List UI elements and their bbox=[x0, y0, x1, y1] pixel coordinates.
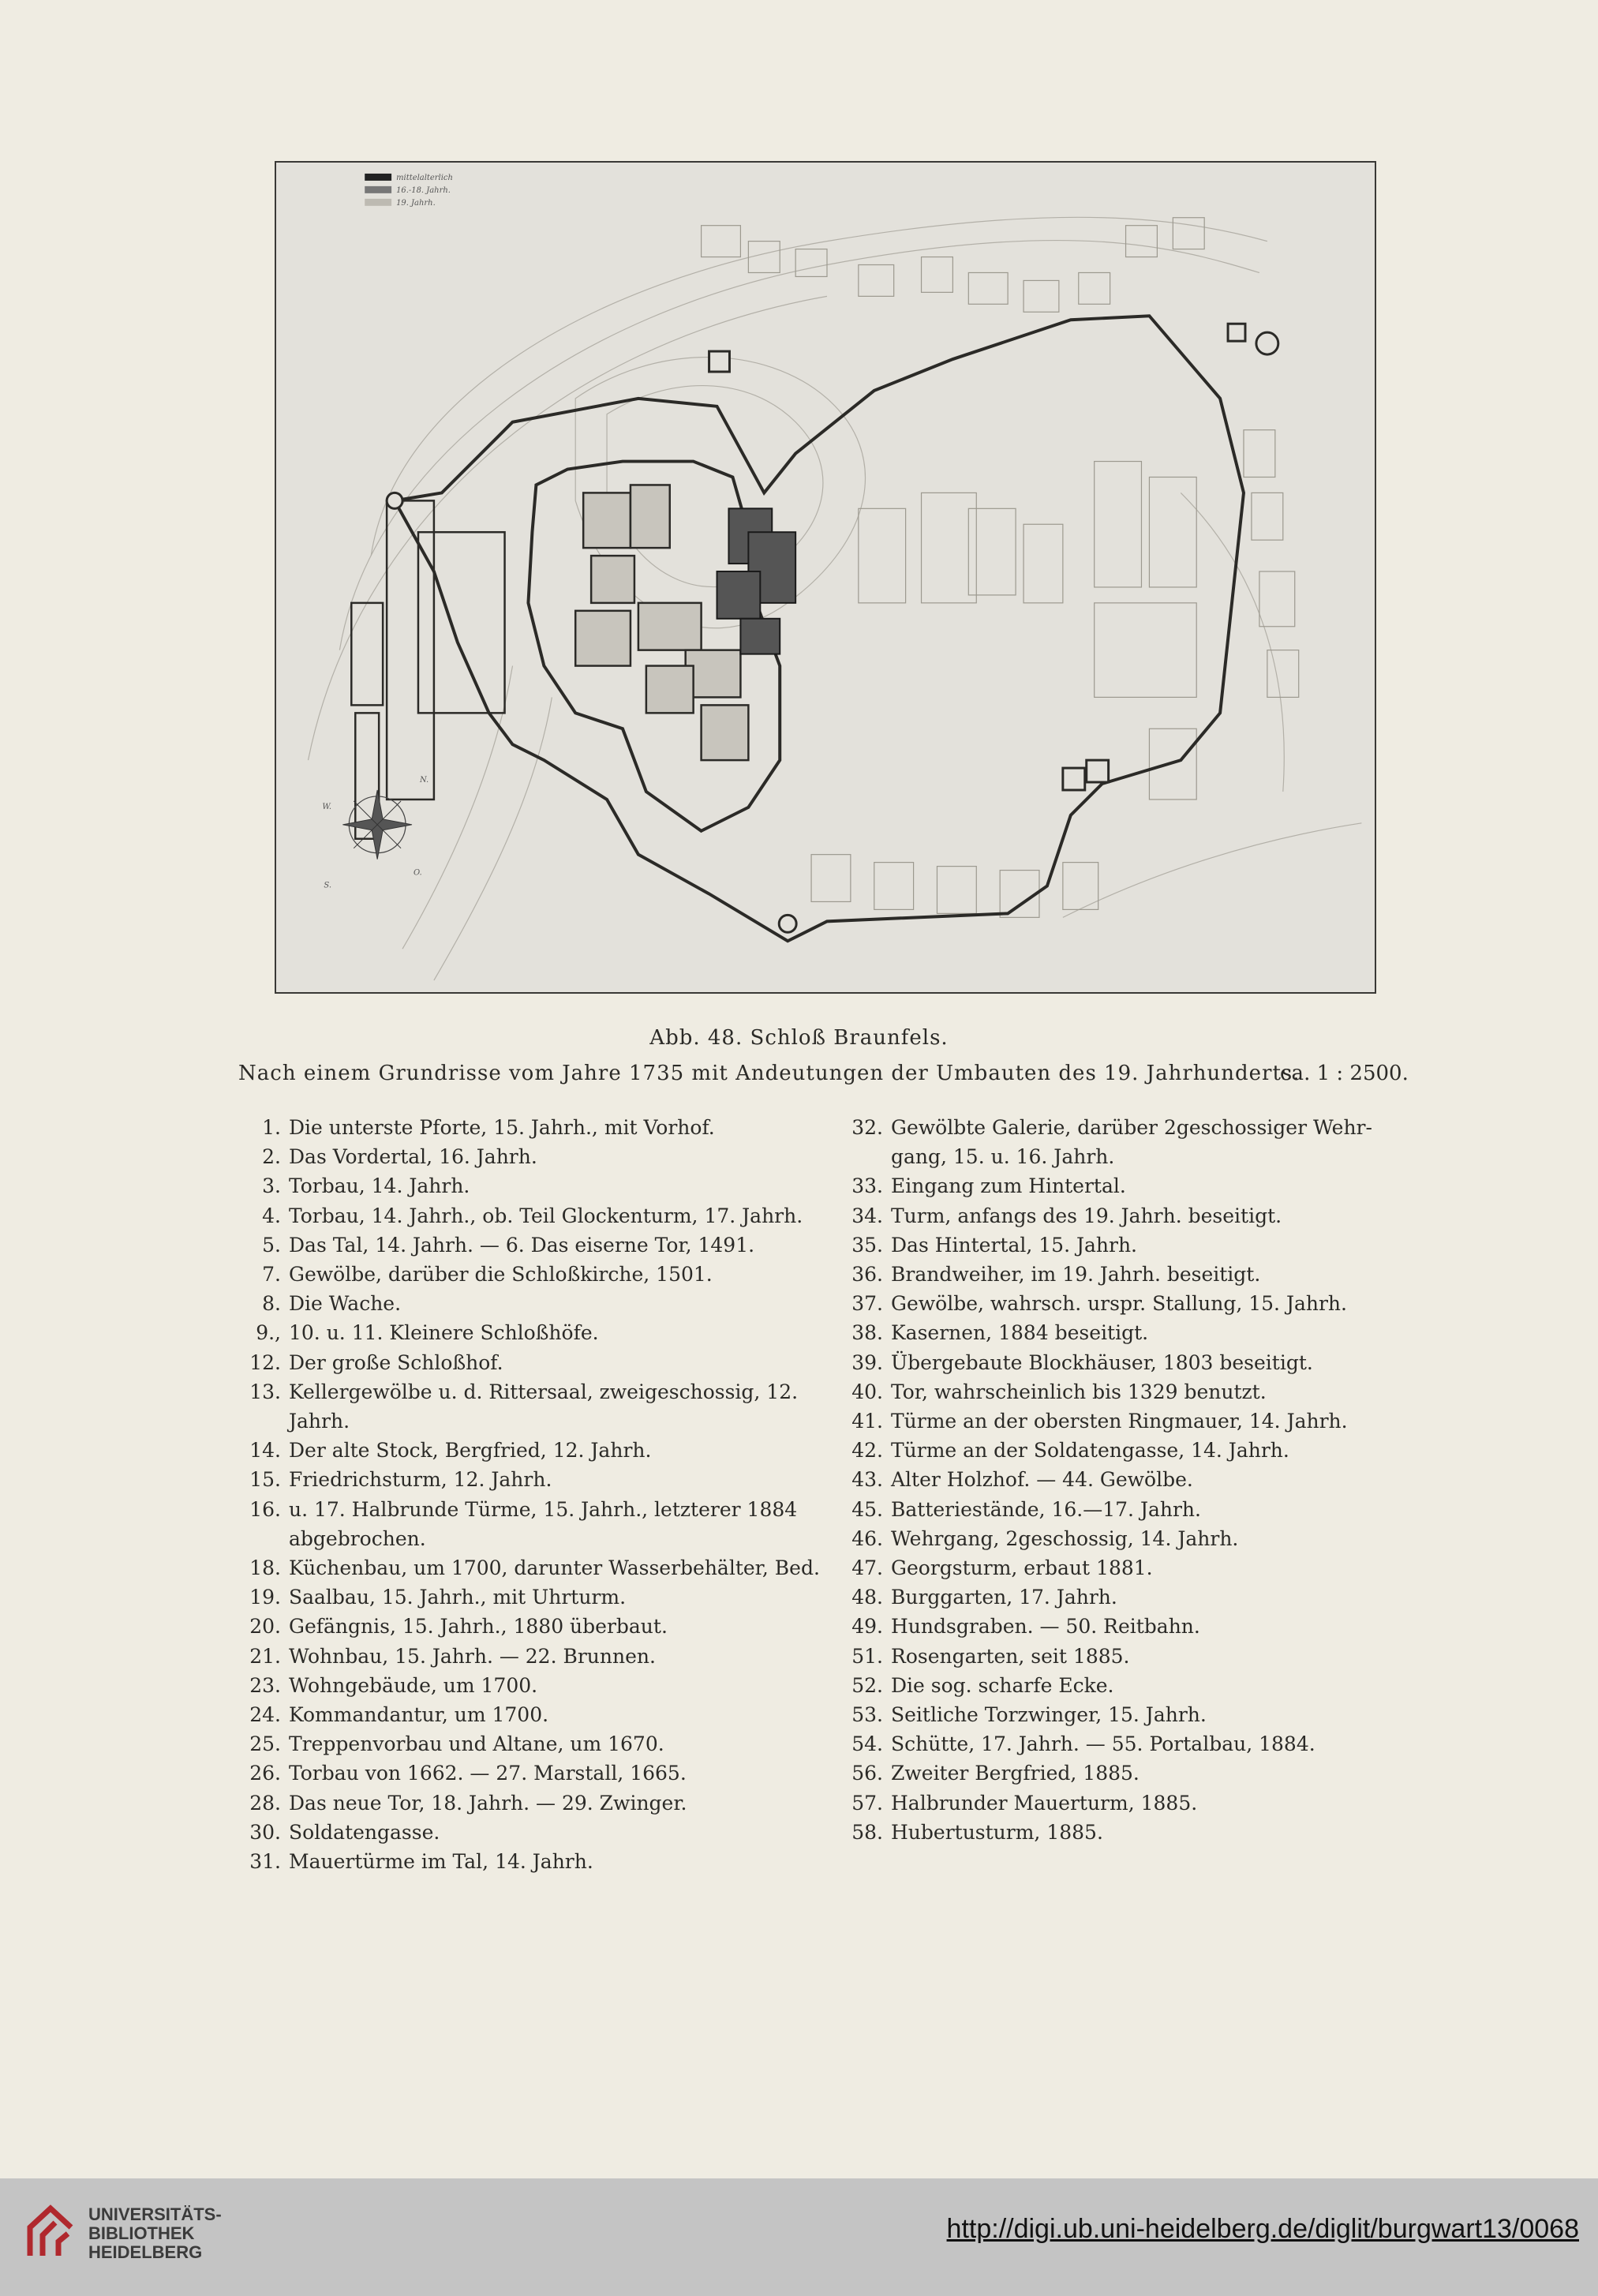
legend-entry-number bbox=[243, 1524, 289, 1553]
legend-entry bbox=[845, 1818, 1429, 1847]
legend-entry-text: Batteriestände, 16.—17. Jahrh. bbox=[891, 1497, 1201, 1521]
legend-right-column bbox=[845, 1113, 1429, 1847]
plan-drawing bbox=[276, 163, 1375, 992]
legend-entry bbox=[845, 1553, 1429, 1582]
figure-subtitle: Nach einem Grundrisse vom Jahre 1735 mit Andeutungen der Umbauten des 19. Jahrhunderts. bbox=[238, 1062, 1300, 1085]
legend-entry-text: Kellergewölbe u. d. Rittersaal, zweigeschossig, 12. Jahrh. bbox=[289, 1380, 799, 1433]
legend-entry-text: Rosengarten, seit 1885. bbox=[891, 1644, 1130, 1668]
wordmark-line-3: HEIDELBERG bbox=[88, 2242, 203, 2262]
legend-entry-text: Wehrgang, 2geschossig, 14. Jahrh. bbox=[891, 1526, 1239, 1550]
legend-entry-number: 47. bbox=[851, 1556, 883, 1580]
legend-entry bbox=[845, 1759, 1429, 1788]
legend-entry-text: Torbau, 14. Jahrh. bbox=[289, 1174, 470, 1198]
legend-entry-text: Treppenvorbau und Altane, um 1670. bbox=[289, 1732, 664, 1756]
legend-entry-number: 58. bbox=[851, 1820, 883, 1844]
legend-entry bbox=[243, 1377, 843, 1436]
legend-entry bbox=[243, 1582, 843, 1612]
legend-entry-text: Die unterste Pforte, 15. Jahrh., mit Vorhof. bbox=[289, 1116, 715, 1139]
legend-entry-number: 13. bbox=[249, 1380, 281, 1403]
legend-entry-text: gang, 15. u. 16. Jahrh. bbox=[891, 1145, 1115, 1169]
legend-entry-text: Eingang zum Hintertal. bbox=[891, 1174, 1126, 1198]
legend-entry-text: 10. u. 11. Kleinere Schloßhöfe. bbox=[289, 1321, 599, 1345]
legend-entry-number: 41. bbox=[851, 1410, 883, 1433]
legend-entry bbox=[845, 1406, 1429, 1436]
legend-entry bbox=[243, 1759, 843, 1788]
legend-entry-number: 3. bbox=[262, 1174, 281, 1198]
legend-entry bbox=[845, 1700, 1429, 1729]
legend-entry-number: 12. bbox=[249, 1350, 281, 1374]
legend-entry-text: Wohnbau, 15. Jahrh. — 22. Brunnen. bbox=[289, 1644, 656, 1668]
legend-entry bbox=[243, 1495, 843, 1524]
legend-entry-number: 28. bbox=[249, 1791, 281, 1815]
legend-entry bbox=[243, 1612, 843, 1641]
legend-entry-text: Soldatengasse. bbox=[289, 1820, 440, 1844]
legend-entry-number: 40. bbox=[851, 1380, 883, 1403]
legend-entry-text: Saalbau, 15. Jahrh., mit Uhrturm. bbox=[289, 1586, 627, 1609]
legend-entry-number: 4. bbox=[262, 1204, 281, 1227]
legend-entry-text: Kasernen, 1884 beseitigt. bbox=[891, 1321, 1149, 1345]
legend-entry-number: 37. bbox=[851, 1292, 883, 1316]
legend-entry-number: 49. bbox=[851, 1615, 883, 1639]
legend-entry-number: 16. bbox=[249, 1497, 281, 1521]
legend-entry-text: Das Vordertal, 16. Jahrh. bbox=[289, 1145, 537, 1169]
legend-entry bbox=[845, 1113, 1429, 1142]
legend-entry-number: 42. bbox=[851, 1439, 883, 1463]
legend-entry-number: 46. bbox=[851, 1526, 883, 1550]
legend-entry-number: 21. bbox=[249, 1644, 281, 1668]
legend-entry-text: Die sog. scharfe Ecke. bbox=[891, 1673, 1114, 1697]
legend-entry bbox=[243, 1642, 843, 1671]
legend-entry bbox=[845, 1729, 1429, 1759]
legend-entry-number: 51. bbox=[851, 1644, 883, 1668]
legend-entry-number: 36. bbox=[851, 1263, 883, 1287]
legend-left-column bbox=[243, 1113, 843, 1876]
compass-n: N. bbox=[419, 776, 429, 785]
legend-entry-number: 57. bbox=[851, 1791, 883, 1815]
legend-entry-number: 45. bbox=[851, 1497, 883, 1521]
wordmark-line-2: BIBLIOTHEK bbox=[88, 2223, 195, 2243]
legend-entry-text: Gewölbe, darüber die Schloßkirche, 1501. bbox=[289, 1263, 713, 1287]
legend-entry bbox=[243, 1289, 843, 1318]
legend-entry-number: 25. bbox=[249, 1732, 281, 1756]
legend-entry bbox=[243, 1318, 843, 1347]
legend-entry-number: 32. bbox=[851, 1116, 883, 1139]
legend-entry-number: 33. bbox=[851, 1174, 883, 1198]
legend-entry-text: abgebrochen. bbox=[289, 1526, 426, 1550]
legend-entry-number: 31. bbox=[249, 1850, 281, 1874]
figure-title: Abb. 48. Schloß Braunfels. bbox=[649, 1026, 949, 1050]
legend-entry bbox=[845, 1788, 1429, 1818]
legend-entry-number: 9., bbox=[256, 1321, 281, 1345]
legend-entry-text: Der alte Stock, Bergfried, 12. Jahrh. bbox=[289, 1439, 652, 1463]
legend-entry-text: Torbau, 14. Jahrh., ob. Teil Glockenturm, 17. Jahrh. bbox=[289, 1204, 803, 1227]
legend-entry-text: u. 17. Halbrunde Türme, 15. Jahrh., letzterer 1884 bbox=[289, 1497, 798, 1521]
legend-entry bbox=[243, 1788, 843, 1818]
legend-entry-text: Wohngebäude, um 1700. bbox=[289, 1673, 538, 1697]
legend-entry-text: Schütte, 17. Jahrh. — 55. Portalbau, 1884. bbox=[891, 1732, 1315, 1756]
legend-entry-text: Türme an der obersten Ringmauer, 14. Jahrh. bbox=[891, 1410, 1348, 1433]
legend-entry-text: Hubertusturm, 1885. bbox=[891, 1820, 1103, 1844]
legend-entry-text: Das Tal, 14. Jahrh. — 6. Das eiserne Tor, 1491. bbox=[289, 1233, 755, 1257]
legend-entry bbox=[243, 1113, 843, 1142]
legend-entry bbox=[243, 1348, 843, 1377]
legend-entry bbox=[845, 1201, 1429, 1230]
legend-entry-text: Brandweiher, im 19. Jahrh. beseitigt. bbox=[891, 1263, 1261, 1287]
legend-entry-text: Tor, wahrscheinlich bis 1329 benutzt. bbox=[891, 1380, 1267, 1403]
legend-entry-text: Das neue Tor, 18. Jahrh. — 29. Zwinger. bbox=[289, 1791, 687, 1815]
legend-entry bbox=[845, 1289, 1429, 1318]
legend-entry-text: Türme an der Soldatengasse, 14. Jahrh. bbox=[891, 1439, 1289, 1463]
footer-bar bbox=[0, 2178, 1598, 2296]
legend-entry bbox=[845, 1348, 1429, 1377]
legend-entry bbox=[845, 1465, 1429, 1494]
legend-entry-text: Halbrunder Mauerturm, 1885. bbox=[891, 1791, 1198, 1815]
legend-entry-text: Hundsgraben. — 50. Reitbahn. bbox=[891, 1615, 1200, 1639]
legend-entry-number: 14. bbox=[249, 1439, 281, 1463]
legend-entry-number: 2. bbox=[262, 1145, 281, 1169]
source-url-link[interactable]: http://digi.ub.uni-heidelberg.de/diglit/burgwart13/0068 bbox=[946, 2214, 1579, 2244]
compass-w: W. bbox=[322, 802, 332, 811]
map-legend-1: mittelalterlich bbox=[396, 173, 453, 182]
legend-entry bbox=[243, 1818, 843, 1847]
legend-entry-number: 18. bbox=[249, 1556, 281, 1580]
legend-entry-text: Gefängnis, 15. Jahrh., 1880 überbaut. bbox=[289, 1615, 668, 1639]
legend-entry-number: 34. bbox=[851, 1204, 883, 1227]
legend-entry bbox=[243, 1142, 843, 1171]
legend-entry-text: Torbau von 1662. — 27. Marstall, 1665. bbox=[289, 1762, 687, 1785]
legend-entry-number bbox=[845, 1142, 891, 1171]
legend-entry bbox=[845, 1524, 1429, 1553]
legend-entry-number: 15. bbox=[249, 1468, 281, 1492]
legend-entry bbox=[845, 1671, 1429, 1700]
legend-entry-number: 26. bbox=[249, 1762, 281, 1785]
ub-heidelberg-wordmark bbox=[88, 2205, 222, 2262]
legend-entry bbox=[845, 1230, 1429, 1260]
legend-entry-number: 38. bbox=[851, 1321, 883, 1345]
legend-entry bbox=[845, 1377, 1429, 1406]
castle-floor-plan bbox=[275, 161, 1376, 994]
legend-entry-text: Das Hintertal, 15. Jahrh. bbox=[891, 1233, 1137, 1257]
ub-heidelberg-logo-icon bbox=[19, 2197, 82, 2260]
legend-entry-number: 20. bbox=[249, 1615, 281, 1639]
legend-entry bbox=[243, 1171, 843, 1200]
wordmark-line-1: UNIVERSITÄTS- bbox=[88, 2204, 222, 2224]
legend-entry bbox=[845, 1495, 1429, 1524]
legend-entry-number: 5. bbox=[262, 1233, 281, 1257]
legend-entry-text: Küchenbau, um 1700, darunter Wasserbehälter, Bed. bbox=[289, 1556, 820, 1580]
legend-entry-number: 39. bbox=[851, 1350, 883, 1374]
legend-entry-number: 23. bbox=[249, 1673, 281, 1697]
legend-entry-text: Kommandantur, um 1700. bbox=[289, 1703, 549, 1727]
legend-entry-number: 54. bbox=[851, 1732, 883, 1756]
legend-entry bbox=[243, 1700, 843, 1729]
legend-entry bbox=[243, 1201, 843, 1230]
legend-entry bbox=[243, 1671, 843, 1700]
legend-entry-number: 24. bbox=[249, 1703, 281, 1727]
legend-entry-number: 48. bbox=[851, 1586, 883, 1609]
legend-entry bbox=[243, 1553, 843, 1582]
logo-mark bbox=[30, 2208, 71, 2256]
legend-entry-number: 1. bbox=[262, 1116, 281, 1139]
legend-entry-number: 30. bbox=[249, 1820, 281, 1844]
legend-entry-text: Zweiter Bergfried, 1885. bbox=[891, 1762, 1140, 1785]
legend-entry bbox=[845, 1318, 1429, 1347]
legend-entry-text: Der große Schloßhof. bbox=[289, 1350, 503, 1374]
legend-entry-number: 8. bbox=[262, 1292, 281, 1316]
legend-entry bbox=[243, 1260, 843, 1289]
legend-entry bbox=[243, 1436, 843, 1465]
map-legend-3: 19. Jahrh. bbox=[396, 198, 436, 208]
compass-s: S. bbox=[324, 881, 332, 890]
legend-entry bbox=[845, 1612, 1429, 1641]
legend-entry-text: Turm, anfangs des 19. Jahrh. beseitigt. bbox=[891, 1204, 1282, 1227]
legend-entry-text: Georgsturm, erbaut 1881. bbox=[891, 1556, 1153, 1580]
legend-entry-text: Übergebaute Blockhäuser, 1803 beseitigt. bbox=[891, 1350, 1313, 1374]
legend-entry-text: Die Wache. bbox=[289, 1292, 402, 1316]
legend-entry bbox=[845, 1642, 1429, 1671]
legend-entry-text: Friedrichsturm, 12. Jahrh. bbox=[289, 1468, 552, 1492]
legend-entry-text: Gewölbe, wahrsch. urspr. Stallung, 15. Jahrh. bbox=[891, 1292, 1347, 1316]
legend-entry-text: Alter Holzhof. — 44. Gewölbe. bbox=[891, 1468, 1193, 1492]
legend-entry-number: 43. bbox=[851, 1468, 883, 1492]
legend-entry bbox=[243, 1230, 843, 1260]
legend-entry-text: Burggarten, 17. Jahrh. bbox=[891, 1586, 1117, 1609]
legend-entry-number: 56. bbox=[851, 1762, 883, 1785]
legend-entry bbox=[243, 1847, 843, 1876]
legend-entry bbox=[243, 1729, 843, 1759]
legend-entry bbox=[243, 1465, 843, 1494]
legend-entry-number: 7. bbox=[262, 1263, 281, 1287]
legend-entry bbox=[845, 1582, 1429, 1612]
legend-entry bbox=[845, 1436, 1429, 1465]
legend-entry bbox=[243, 1524, 843, 1553]
legend-entry bbox=[845, 1260, 1429, 1289]
figure-scale: ca. 1 : 2500. bbox=[1280, 1062, 1409, 1085]
legend-entry-number: 19. bbox=[249, 1586, 281, 1609]
legend-entry-text: Gewölbte Galerie, darüber 2geschossiger Wehr- bbox=[891, 1116, 1372, 1139]
legend-entry-number: 35. bbox=[851, 1233, 883, 1257]
map-legend-2: 16.-18. Jahrh. bbox=[396, 185, 451, 195]
legend-entry bbox=[845, 1171, 1429, 1200]
legend-entry-number: 52. bbox=[851, 1673, 883, 1697]
legend-entry-text: Seitliche Torzwinger, 15. Jahrh. bbox=[891, 1703, 1207, 1727]
legend-entry-text: Mauertürme im Tal, 14. Jahrh. bbox=[289, 1850, 593, 1874]
compass-o: O. bbox=[413, 868, 422, 878]
legend-entry bbox=[845, 1142, 1429, 1171]
legend-entry-number: 53. bbox=[851, 1703, 883, 1727]
